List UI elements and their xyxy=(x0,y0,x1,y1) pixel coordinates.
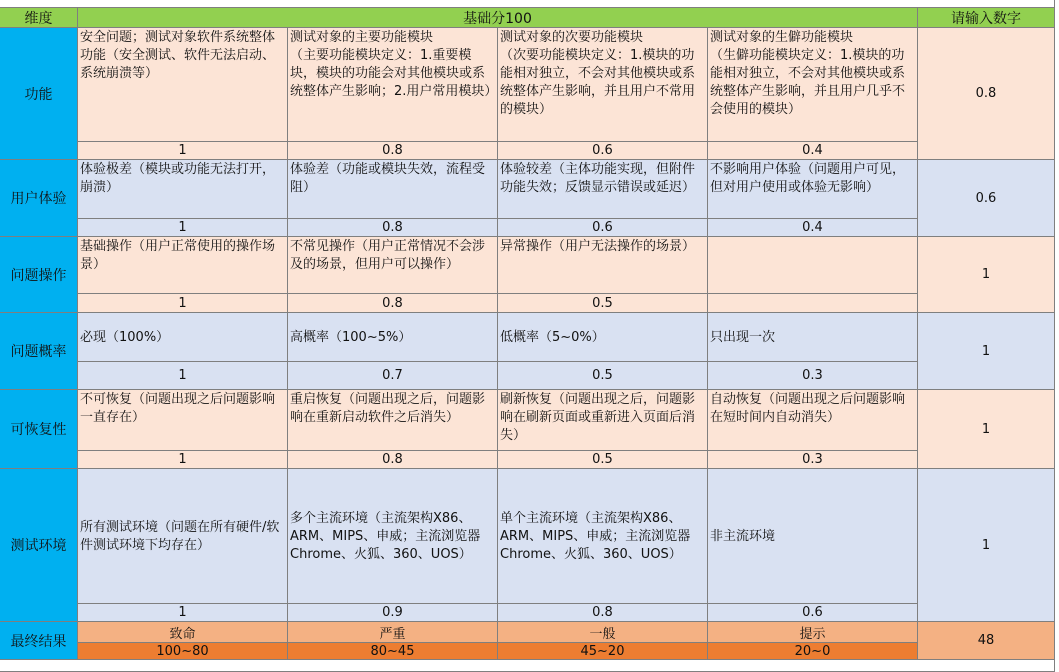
severity-level[interactable]: 提示 xyxy=(708,622,918,643)
criteria-weight[interactable]: 0.6 xyxy=(498,219,708,237)
criteria-desc[interactable]: 所有测试环境（问题在所有硬件/软件测试环境下均存在） xyxy=(78,469,288,604)
criteria-weight[interactable]: 0.8 xyxy=(288,451,498,469)
criteria-weight[interactable]: 0.6 xyxy=(498,142,708,160)
criteria-desc[interactable]: 测试对象的生僻功能模块 （生僻功能模块定义：1.模块的功能相对独立，不会对其他模块或系统整体产生影响，并且用户几乎不会使用的模块） xyxy=(708,28,918,142)
criteria-weight[interactable]: 0.7 xyxy=(288,362,498,390)
criteria-weight[interactable]: 1 xyxy=(78,362,288,390)
criteria-desc[interactable]: 不可恢复（问题出现之后问题影响一直存在） xyxy=(78,390,288,451)
criteria-weight[interactable]: 0.9 xyxy=(288,604,498,622)
criteria-weight[interactable]: 1 xyxy=(78,142,288,160)
final-result-label[interactable]: 最终结果 xyxy=(0,622,78,660)
severity-range[interactable]: 100~80 xyxy=(78,643,288,660)
criteria-weight[interactable]: 0.8 xyxy=(498,604,708,622)
criteria-desc[interactable]: 基础操作（用户正常使用的操作场景） xyxy=(78,237,288,294)
criteria-desc[interactable]: 测试对象的次要功能模块 （次要功能模块定义：1.模块的功能相对独立，不会对其他模块或系统整体产生影响，并且用户不常用的模块） xyxy=(498,28,708,142)
input-value-cell[interactable]: 1 xyxy=(918,313,1055,390)
criteria-weight[interactable] xyxy=(708,294,918,313)
empty-bottom-row[interactable] xyxy=(0,660,1055,672)
criteria-weight[interactable]: 1 xyxy=(78,294,288,313)
criteria-desc[interactable]: 多个主流环境（主流架构X86、ARM、MIPS、申威；主流浏览器Chrome、火狐、360、UOS） xyxy=(288,469,498,604)
criteria-desc[interactable]: 自动恢复（问题出现之后问题影响在短时间内自动消失） xyxy=(708,390,918,451)
criteria-desc[interactable]: 非主流环境 xyxy=(708,469,918,604)
severity-level[interactable]: 一般 xyxy=(498,622,708,643)
criteria-weight[interactable]: 0.4 xyxy=(708,142,918,160)
criteria-desc[interactable]: 体验差（功能或模块失效，流程受阻） xyxy=(288,160,498,219)
criteria-weight[interactable]: 0.3 xyxy=(708,362,918,390)
criteria-desc[interactable]: 单个主流环境（主流架构X86、ARM、MIPS、申威；主流浏览器Chrome、火狐、360、UOS） xyxy=(498,469,708,604)
criteria-weight[interactable]: 1 xyxy=(78,219,288,237)
criteria-weight[interactable]: 0.5 xyxy=(498,451,708,469)
criteria-weight[interactable]: 0.5 xyxy=(498,294,708,313)
header-base-score[interactable]: 基础分100 xyxy=(78,8,918,28)
criteria-weight[interactable]: 0.4 xyxy=(708,219,918,237)
criteria-weight[interactable]: 0.5 xyxy=(498,362,708,390)
criteria-weight[interactable]: 0.8 xyxy=(288,142,498,160)
criteria-desc[interactable]: 不影响用户体验（问题用户可见，但对用户使用或体验无影响） xyxy=(708,160,918,219)
input-value-cell[interactable]: 1 xyxy=(918,390,1055,469)
header-dimension[interactable]: 维度 xyxy=(0,8,78,28)
criteria-weight[interactable]: 0.6 xyxy=(708,604,918,622)
dimension-label[interactable]: 测试环境 xyxy=(0,469,78,622)
criteria-desc[interactable]: 低概率（5~0%） xyxy=(498,313,708,362)
criteria-desc[interactable]: 重启恢复（问题出现之后，问题影响在重新启动软件之后消失） xyxy=(288,390,498,451)
criteria-desc[interactable]: 安全问题；测试对象软件系统整体功能（安全测试、软件无法启动、系统崩溃等） xyxy=(78,28,288,142)
dimension-label[interactable]: 问题操作 xyxy=(0,237,78,313)
criteria-desc[interactable] xyxy=(708,237,918,294)
criteria-desc[interactable]: 不常见操作（用户正常情况不会涉及的场景，但用户可以操作） xyxy=(288,237,498,294)
severity-range[interactable]: 20~0 xyxy=(708,643,918,660)
header-input[interactable]: 请输入数字 xyxy=(918,8,1055,28)
input-value-cell[interactable]: 0.6 xyxy=(918,160,1055,237)
criteria-weight[interactable]: 1 xyxy=(78,604,288,622)
criteria-desc[interactable]: 体验极差（模块或功能无法打开，崩溃） xyxy=(78,160,288,219)
dimension-label[interactable]: 可恢复性 xyxy=(0,390,78,469)
input-value-cell[interactable]: 0.8 xyxy=(918,28,1055,160)
dimension-label[interactable]: 功能 xyxy=(0,28,78,160)
criteria-desc[interactable]: 体验较差（主体功能实现，但附件功能失效；反馈显示错误或延迟） xyxy=(498,160,708,219)
criteria-weight[interactable]: 0.8 xyxy=(288,219,498,237)
input-value-cell[interactable]: 1 xyxy=(918,469,1055,622)
severity-level[interactable]: 致命 xyxy=(78,622,288,643)
severity-range[interactable]: 45~20 xyxy=(498,643,708,660)
severity-range[interactable]: 80~45 xyxy=(288,643,498,660)
criteria-weight[interactable]: 0.8 xyxy=(288,294,498,313)
criteria-desc[interactable]: 高概率（100~5%） xyxy=(288,313,498,362)
severity-level[interactable]: 严重 xyxy=(288,622,498,643)
input-value-cell[interactable]: 1 xyxy=(918,237,1055,313)
criteria-desc[interactable]: 刷新恢复（问题出现之后，问题影响在刷新页面或重新进入页面后消失） xyxy=(498,390,708,451)
criteria-weight[interactable]: 0.3 xyxy=(708,451,918,469)
empty-top-row[interactable] xyxy=(0,0,1055,8)
dimension-label[interactable]: 用户体验 xyxy=(0,160,78,237)
criteria-desc[interactable]: 必现（100%） xyxy=(78,313,288,362)
criteria-desc[interactable]: 只出现一次 xyxy=(708,313,918,362)
criteria-weight[interactable]: 1 xyxy=(78,451,288,469)
final-score-cell[interactable]: 48 xyxy=(918,622,1055,660)
dimension-label[interactable]: 问题概率 xyxy=(0,313,78,390)
criteria-desc[interactable]: 测试对象的主要功能模块 （主要功能模块定义：1.重要模块，模块的功能会对其他模块或系统整体产生影响；2.用户常用模块） xyxy=(288,28,498,142)
criteria-desc[interactable]: 异常操作（用户无法操作的场景） xyxy=(498,237,708,294)
